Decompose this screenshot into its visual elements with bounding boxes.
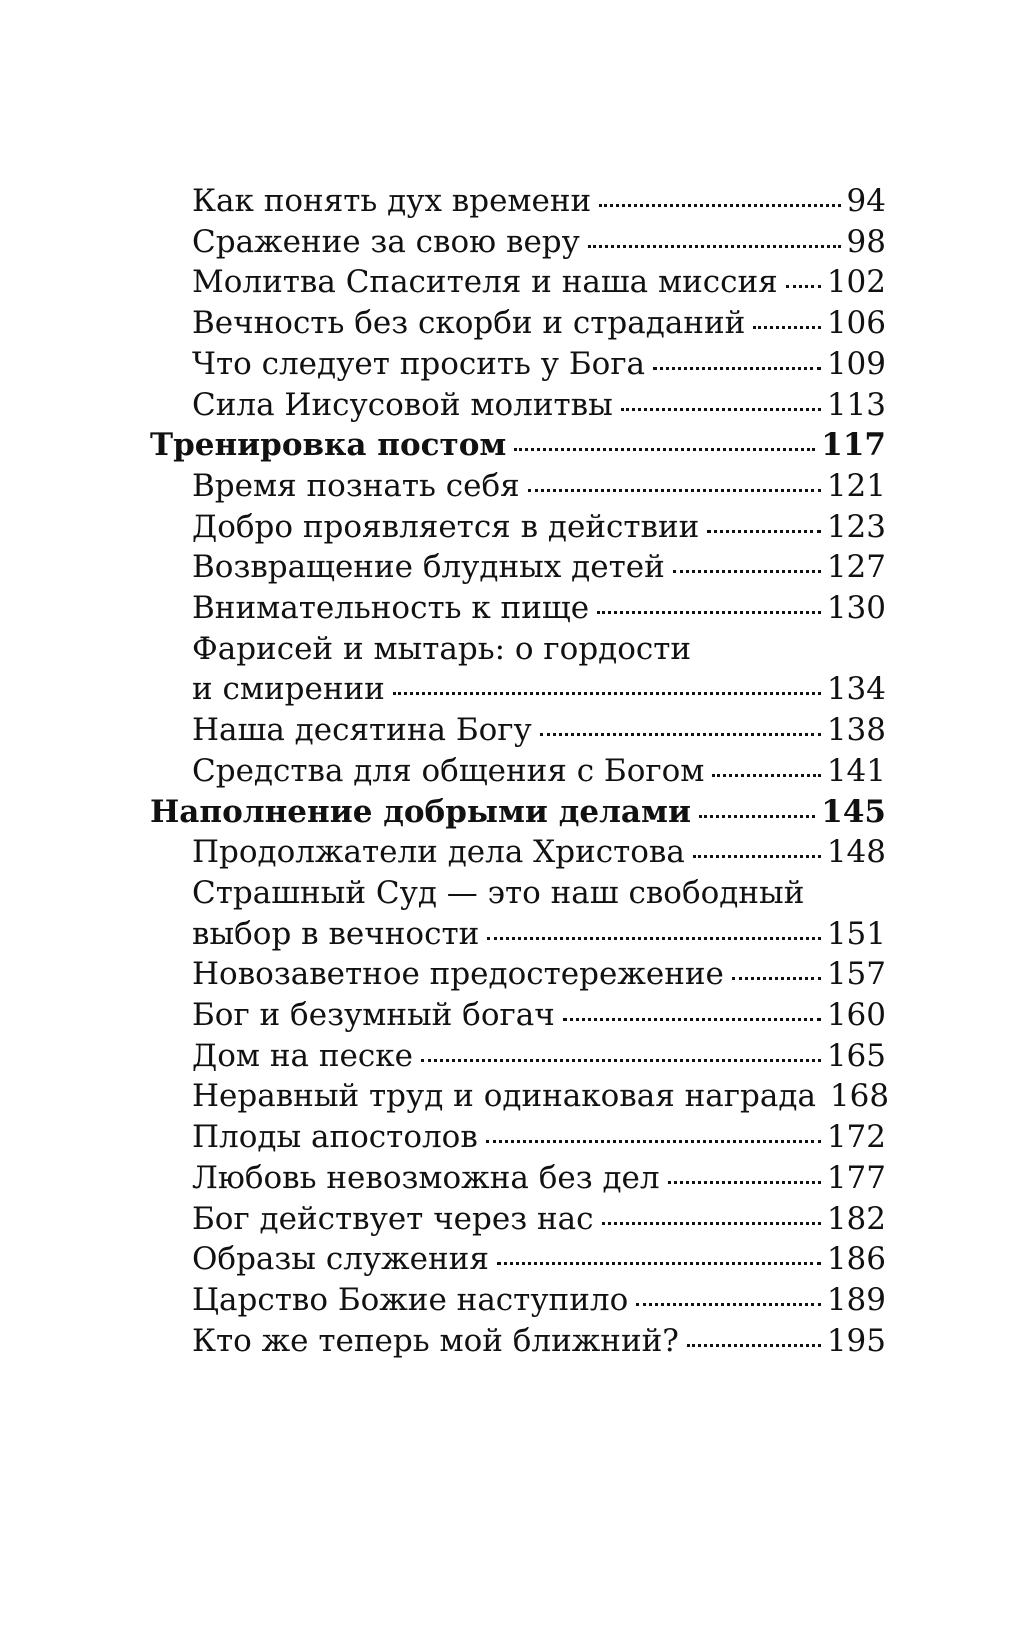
toc-entry (192, 1279, 886, 1321)
toc-page-number: 141 (826, 752, 886, 789)
dot-leader (687, 1344, 821, 1347)
toc-entry-title: Как понять дух времени (192, 183, 592, 219)
toc-page-number: 134 (826, 671, 886, 708)
toc-entry (192, 953, 886, 995)
toc-page-number: 123 (826, 508, 886, 545)
dot-leader (514, 448, 815, 451)
toc-entry-title: Дом на песке (192, 1037, 413, 1074)
toc-entry (192, 913, 886, 955)
toc-entry (192, 994, 886, 1036)
dot-leader (732, 977, 821, 980)
dot-leader (597, 611, 821, 614)
toc-entry-title: Образы служения (192, 1241, 489, 1278)
toc-page-number: 138 (826, 712, 886, 749)
dot-leader (753, 326, 821, 329)
toc-entry (192, 221, 886, 263)
toc-entry-title: Молитва Спасителя и наша миссия (192, 264, 778, 301)
toc-entry-title: Возвращение блудных детей (192, 549, 665, 586)
dot-leader (653, 367, 821, 370)
toc-entry (192, 343, 886, 385)
toc-entry (192, 180, 886, 222)
dot-leader (528, 489, 821, 492)
toc-entry (192, 1320, 886, 1362)
toc-entry-title-line1: Фарисей и мытарь: о гордости (192, 630, 692, 667)
dot-leader (699, 815, 815, 818)
toc-entry (192, 302, 886, 344)
dot-leader (497, 1262, 821, 1265)
dot-leader (707, 530, 821, 533)
toc-entry-title: Кто же теперь мой ближний? (192, 1322, 679, 1359)
toc-page-number: 157 (826, 956, 886, 993)
toc-page-number: 182 (826, 1200, 886, 1237)
dot-leader (421, 1059, 821, 1062)
toc-entry (192, 1116, 886, 1158)
toc-entry (192, 709, 886, 751)
toc-page-number: 106 (826, 305, 886, 342)
toc-entry-title: Тренировка постом (150, 427, 507, 464)
toc-entry-title: Время познать себя (192, 467, 520, 504)
toc-entry-title: Плоды апостолов (192, 1119, 478, 1156)
toc-entry-title: Царство Божие наступило (192, 1281, 629, 1318)
toc-page-number: 117 (821, 427, 886, 464)
toc-page-number: 109 (826, 345, 886, 382)
toc-page-number: 177 (826, 1159, 886, 1196)
toc-entry-title: Сила Иисусовой молитвы (192, 386, 613, 423)
dot-leader (393, 692, 821, 695)
toc-entry-title: Неравный труд и одинаковая награда (192, 1078, 816, 1115)
toc-page-number: 151 (826, 915, 886, 952)
toc-entry-title-line1: Страшный Суд — это наш свободный (192, 874, 805, 911)
toc-entry (192, 1238, 886, 1280)
toc-entry-title: Вечность без скорби и страданий (192, 305, 746, 342)
toc-entry (192, 1035, 886, 1077)
dot-leader (540, 733, 821, 736)
toc-entry-title: Средства для общения с Богом (192, 752, 705, 789)
dot-leader (712, 774, 820, 777)
toc-entry (192, 506, 886, 548)
toc-entry (192, 831, 886, 873)
toc-page-number: 113 (826, 386, 886, 423)
dot-leader (602, 1222, 821, 1225)
toc-entry (192, 465, 886, 507)
toc-entry (192, 1075, 890, 1117)
toc-section (150, 424, 886, 466)
toc-entry (192, 668, 886, 710)
toc-entry-title: Бог и безумный богач (192, 997, 555, 1033)
toc-page-number: 189 (826, 1281, 886, 1318)
toc-page-number: 165 (826, 1037, 886, 1074)
dot-leader (693, 855, 821, 858)
dot-leader (621, 408, 821, 411)
toc-page-number: 172 (826, 1119, 886, 1156)
toc-entry-title: Что следует просить у Бога (192, 345, 646, 382)
dot-leader (563, 1018, 821, 1021)
dot-leader (486, 1140, 821, 1143)
dot-leader (668, 1181, 821, 1184)
toc-page-number: 160 (826, 997, 886, 1033)
dot-leader (636, 1303, 821, 1306)
toc-page-number: 148 (826, 834, 886, 871)
toc-entry-title: Продолжатели дела Христова (192, 834, 685, 871)
toc-page-number: 94 (846, 183, 886, 219)
toc-page-number: 98 (846, 223, 886, 260)
dot-leader (673, 570, 821, 573)
toc-entry-title: и смирении (192, 671, 385, 708)
toc-page-number: 121 (826, 467, 886, 504)
toc-entry-title: Наша десятина Богу (192, 712, 532, 749)
toc-page-number: 127 (826, 549, 886, 586)
toc-section (150, 791, 886, 833)
toc-entry (192, 750, 886, 792)
toc-entry-title: выбор в вечности (192, 915, 480, 952)
toc-entry-title: Наполнение добрыми делами (150, 793, 691, 830)
dot-leader (599, 204, 840, 207)
toc-entry-title: Добро проявляется в действии (192, 508, 700, 545)
toc-entry-title: Сражение за свою веру (192, 223, 580, 260)
dot-leader (588, 245, 841, 248)
toc-page-number: 102 (826, 264, 886, 301)
toc-entry (192, 1157, 886, 1199)
toc-entry (192, 384, 886, 426)
toc-page-number: 130 (826, 590, 886, 626)
toc-entry (192, 261, 886, 303)
toc-entry (192, 546, 886, 588)
toc-entry-title: Внимательность к пище (192, 590, 590, 626)
toc-page-number: 168 (829, 1078, 890, 1115)
toc-page-number: 186 (826, 1241, 886, 1278)
toc-entry (192, 587, 886, 629)
dot-leader (786, 285, 821, 288)
dot-leader (487, 937, 821, 940)
toc-entry-title: Любовь невозможна без дел (192, 1159, 660, 1196)
toc-page-number: 145 (821, 793, 886, 830)
toc-page-number: 195 (826, 1322, 886, 1359)
toc-entry-title: Бог действует через нас (192, 1200, 594, 1237)
toc-entry (192, 1198, 886, 1240)
toc-entry-title: Новозаветное предостережение (192, 956, 724, 993)
